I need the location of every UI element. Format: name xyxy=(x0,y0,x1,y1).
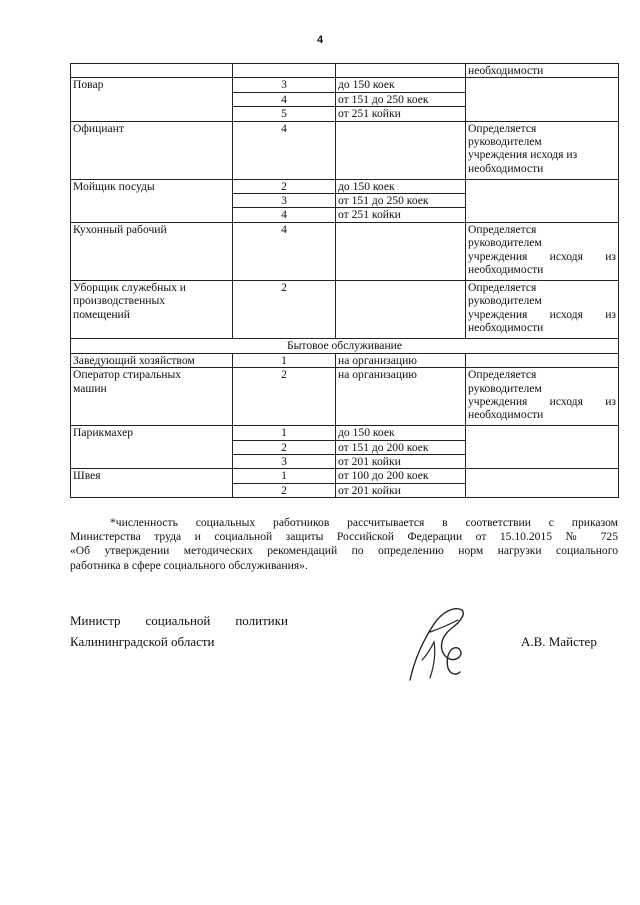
table-row xyxy=(71,338,619,353)
position-line: производственных xyxy=(73,294,166,308)
note-line: учреждения исходя из xyxy=(468,395,616,409)
position-cell xyxy=(71,368,233,426)
note-cell xyxy=(466,280,619,338)
note-line: Определяется xyxy=(468,280,537,294)
handwritten-signature xyxy=(400,602,476,686)
position-cell: Кухонный рабочий xyxy=(71,222,233,280)
count-cell: 2 xyxy=(233,483,336,497)
count-cell: 1 xyxy=(233,426,336,440)
note-cell xyxy=(466,179,619,222)
position-cell: Швея xyxy=(71,469,233,498)
table-row xyxy=(71,222,619,280)
signer-title xyxy=(70,612,288,630)
norm-cell: от 251 койки xyxy=(336,107,466,121)
note-line: Определяется xyxy=(468,368,537,382)
position-line: Уборщик служебных и xyxy=(73,280,187,294)
table-row xyxy=(71,353,619,367)
signer-name: А.В. Майстер xyxy=(521,634,597,649)
footnote-line: работника в сфере социального обслуживания». xyxy=(70,558,308,572)
note-cell xyxy=(466,78,619,121)
signer-title-line1: Министр социальной политики xyxy=(70,613,288,628)
footnote xyxy=(70,516,618,573)
footnote-line: Министерства труда и социальной защиты Российской Федерации от 15.10.2015 № 725 xyxy=(70,530,618,544)
table-row xyxy=(71,64,619,78)
footnote-line: *численность социальных работников рассчитывается в соответствии с приказом xyxy=(110,516,618,529)
note-line: необходимости xyxy=(468,263,544,277)
note-line: руководителем xyxy=(468,135,542,149)
table-row xyxy=(71,368,619,426)
signer-title-line2: Калининградской области xyxy=(70,634,215,649)
note-line: учреждения исходя из xyxy=(468,307,616,321)
table-row xyxy=(71,179,619,193)
norm-cell: от 151 до 200 коек xyxy=(336,440,466,454)
footnote-line: «Об утверждении методических рекомендаций по определению норм нагрузки социального xyxy=(70,544,618,558)
table-row xyxy=(71,280,619,338)
note-cell: необходимости xyxy=(466,64,619,78)
position-line: Оператор стиральных xyxy=(73,368,182,382)
norm-cell: на организацию xyxy=(336,353,466,367)
norm-cell: до 150 коек xyxy=(336,179,466,193)
count-cell: 2 xyxy=(233,368,336,426)
note-line: учреждения исходя из xyxy=(468,148,578,162)
note-line: необходимости xyxy=(468,321,544,335)
count-cell: 5 xyxy=(233,107,336,121)
note-cell xyxy=(466,368,619,426)
norm-cell: от 151 до 250 коек xyxy=(336,92,466,106)
note-line: учреждения исходя из xyxy=(468,249,616,263)
norm-cell: до 150 коек xyxy=(336,78,466,92)
count-cell: 4 xyxy=(233,121,336,179)
position-cell xyxy=(71,280,233,338)
note-line: необходимости xyxy=(468,161,544,175)
norm-cell: от 201 койки xyxy=(336,455,466,469)
position-cell: Мойщик посуды xyxy=(71,179,233,222)
position-cell: Парикмахер xyxy=(71,426,233,469)
count-cell: 3 xyxy=(233,78,336,92)
note-line: необходимости xyxy=(468,408,544,422)
count-cell: 1 xyxy=(233,353,336,367)
count-cell: 4 xyxy=(233,208,336,222)
position-cell: Заведующий хозяйством xyxy=(71,353,233,367)
table-row xyxy=(71,426,619,440)
table-row xyxy=(71,121,619,179)
position-line: помещений xyxy=(73,307,130,321)
note-line: Определяется xyxy=(468,121,537,135)
signer-region xyxy=(70,633,288,651)
norm-cell: от 100 до 200 коек xyxy=(336,469,466,483)
table-row xyxy=(71,469,619,483)
norm-cell: до 150 коек xyxy=(336,426,466,440)
position-cell: Повар xyxy=(71,78,233,121)
count-cell: 3 xyxy=(233,194,336,208)
note-line: руководителем xyxy=(468,294,542,308)
count-cell: 1 xyxy=(233,469,336,483)
count-cell: 2 xyxy=(233,440,336,454)
note-cell xyxy=(466,426,619,469)
note-line: Определяется xyxy=(468,222,537,236)
note-line: руководителем xyxy=(468,381,542,395)
count-cell: 2 xyxy=(233,280,336,338)
norm-cell: на организацию xyxy=(336,368,466,426)
note-cell xyxy=(466,469,619,498)
note-line: руководителем xyxy=(468,236,542,250)
note-cell xyxy=(466,121,619,179)
table-row xyxy=(71,78,619,92)
norm-cell: от 201 койки xyxy=(336,483,466,497)
page-number: 4 xyxy=(316,34,324,46)
section-title: Бытовое обслуживание xyxy=(71,338,619,353)
count-cell: 4 xyxy=(233,222,336,280)
norm-cell: от 251 койки xyxy=(336,208,466,222)
staffing-table xyxy=(70,63,619,498)
count-cell: 2 xyxy=(233,179,336,193)
note-cell xyxy=(466,222,619,280)
count-cell: 4 xyxy=(233,92,336,106)
count-cell: 3 xyxy=(233,455,336,469)
position-line: машин xyxy=(73,381,107,395)
position-cell: Официант xyxy=(71,121,233,179)
norm-cell: от 151 до 250 коек xyxy=(336,194,466,208)
